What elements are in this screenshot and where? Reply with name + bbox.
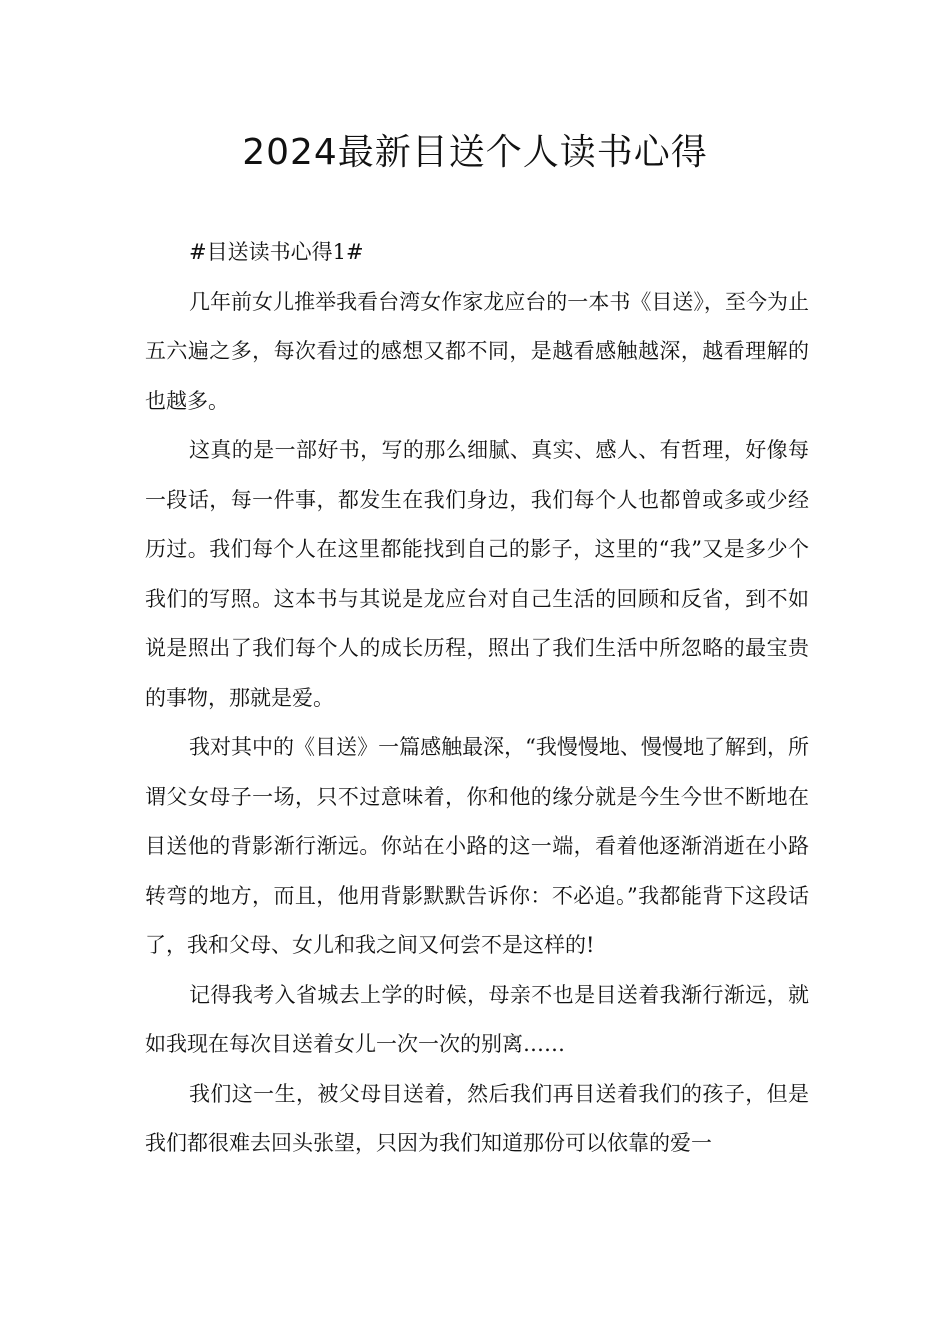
paragraph: 几年前女儿推举我看台湾女作家龙应台的一本书《目送》，至今为止五六遍之多，每次看过的感想又都不同，是越看感触越深，越看理解的也越多。 bbox=[145, 289, 809, 413]
section-heading: #目送读书心得1# bbox=[189, 240, 364, 264]
paragraph: 我对其中的《目送》一篇感触最深，“我慢慢地、慢慢地了解到，所谓父女母子一场，只不过意味着，你和他的缘分就是今生今世不断地在目送他的背影渐行渐远。你站在小路的这一端，看着他逐渐消逝在小路转弯的地方，而且，他用背影默默告诉你：不必追。”我都能背下这段话了，我和父母、女儿和我之间又何尝不是这样的! bbox=[145, 735, 809, 957]
document-body bbox=[145, 228, 809, 1169]
paragraph: 我们这一生，被父母目送着，然后我们再目送着我们的孩子，但是我们都很难去回头张望，只因为我们知道那份可以依靠的爱一 bbox=[145, 1081, 809, 1155]
document-title: 2024最新目送个人读书心得 bbox=[242, 132, 708, 173]
paragraph: 记得我考入省城去上学的时候，母亲不也是目送着我渐行渐远，就如我现在每次目送着女儿一次一次的别离…… bbox=[145, 982, 809, 1056]
paragraph: 这真的是一部好书，写的那么细腻、真实、感人、有哲理，好像每一段话，每一件事，都发生在我们身边，我们每个人也都曾或多或少经历过。我们每个人在这里都能找到自己的影子，这里的“我”又是多少个我们的写照。这本书与其说是龙应台对自己生活的回顾和反省，到不如说是照出了我们每个人的成长历程，照出了我们生活中所忽略的最宝贵的事物，那就是爱。 bbox=[145, 438, 809, 710]
